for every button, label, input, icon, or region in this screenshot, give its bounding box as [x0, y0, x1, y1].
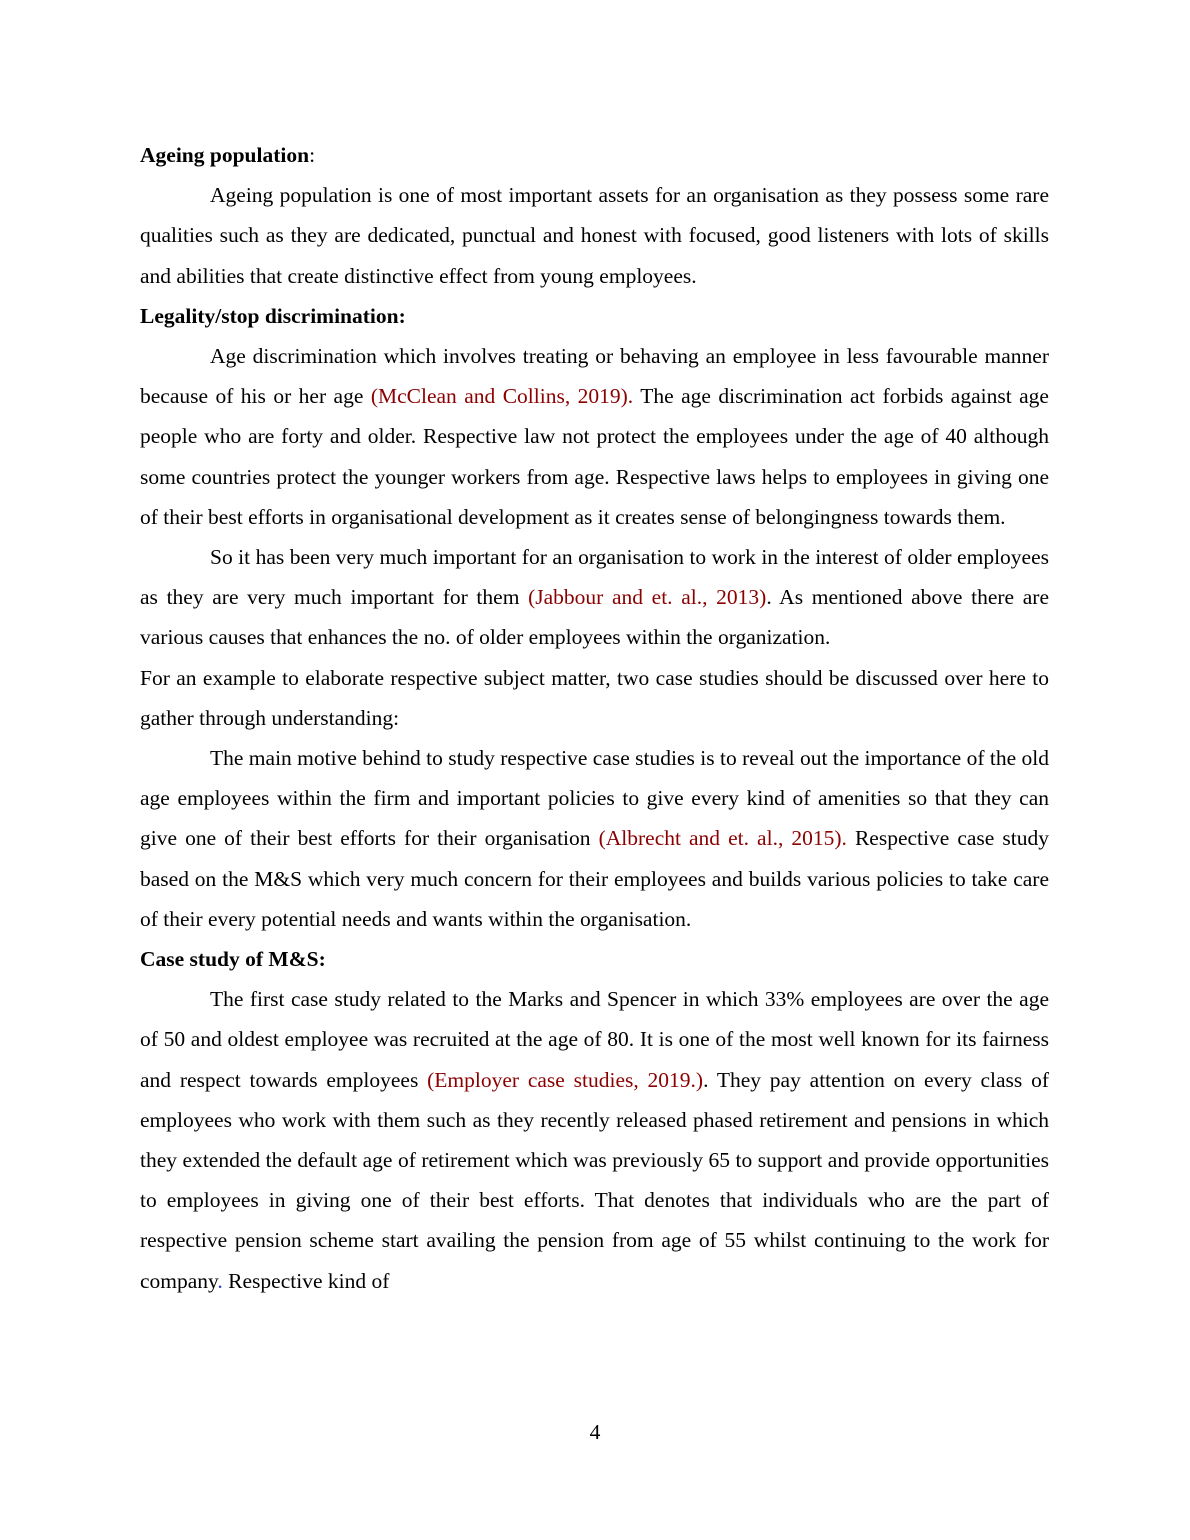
paragraph-period: .	[217, 1268, 223, 1293]
paragraph-text: The age discrimination act forbids against age people who are forty and older. Respective law not protect the employees under the age of 40 although some countries protect the younger workers from age. Respective laws helps to employees in giving one of their best efforts in organisational development as it creates sense of belongingness towards them.	[140, 384, 1049, 529]
citation-mcclean-collins: (McClean and Collins, 2019).	[370, 384, 634, 409]
citation-albrecht: (Albrecht and et. al., 2015).	[598, 826, 847, 851]
paragraph-text: The main motive behind to study respective case studies is to reveal out the importance of the old age employees within the firm and important policies to give every kind of amenities so that they can give one of their best efforts for their organisation	[140, 746, 1049, 851]
paragraph-legality-3: For an example to elaborate respective subject matter, two case studies should be discussed over here to gather through understanding:	[140, 665, 1049, 730]
page-number: 4	[589, 1420, 601, 1444]
heading-legality: Legality/stop discrimination:	[140, 303, 406, 328]
heading-ageing-population	[140, 135, 1049, 175]
heading-colon: :	[309, 143, 316, 167]
paragraph-legality-4	[140, 738, 1049, 939]
heading-case-study-ms: Case study of M&S:	[140, 947, 326, 972]
paragraph-legality-1	[140, 336, 1049, 537]
paragraph-text: Age discrimination which involves treating or behaving an employee in less favourable manner because of his or her age	[140, 344, 1049, 409]
citation-employer-case-studies: (Employer case studies, 2019.)	[427, 1067, 704, 1092]
document-page	[140, 135, 1049, 1301]
heading-ageing-population-text: Ageing population	[140, 143, 310, 167]
paragraph-ageing-1: Ageing population is one of most important assets for an organisation as they possess some rare qualities such as they are dedicated, punctual and honest with focused, good listeners with lots of skills and abilities that create distinctive effect from young employees.	[140, 183, 1049, 288]
citation-jabbour: (Jabbour and et. al., 2013)	[528, 585, 767, 610]
paragraph-text: Respective kind of	[222, 1268, 390, 1293]
paragraph-legality-2	[140, 537, 1049, 658]
paragraph-text: Respective case study based on the M&S which very much concern for their employees and builds various policies to take care of their every potential needs and wants within the organisation.	[140, 826, 1049, 931]
paragraph-case-ms-1	[140, 979, 1049, 1301]
paragraph-text: . They pay attention on every class of employees who work with them such as they recently released phased retirement and pensions in which they extended the default age of retirement which was previously 65 to support and provide opportunities to employees in giving one of their best efforts. That denotes that individuals who are the part of respective pension scheme start availing the pension from age of 55 whilst continuing to the work for company	[140, 1067, 1049, 1293]
paragraph-text: The first case study related to the Marks and Spencer in which 33% employees are over the age of 50 and oldest employee was recruited at the age of 80. It is one of the most well known for its fairness and respect towards employees	[140, 987, 1049, 1092]
paragraph-text: So it has been very much important for an organisation to work in the interest of older employees as they are very much important for them	[140, 545, 1049, 610]
paragraph-text: . As mentioned above there are various causes that enhances the no. of older employees within the organization.	[140, 585, 1049, 650]
